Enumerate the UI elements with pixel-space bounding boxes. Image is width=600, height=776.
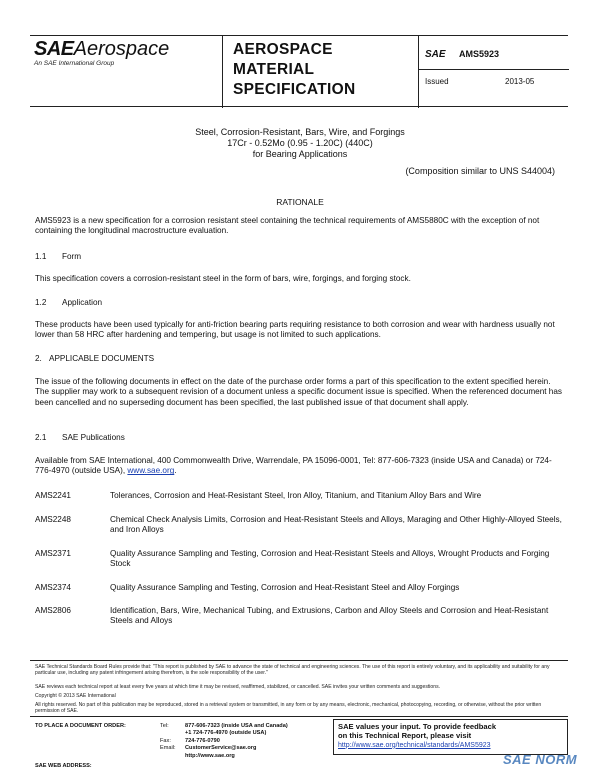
feedback-box: SAE values your input. To provide feedback on this Technical Report, please visit http://www.sae.org/technical/standards/AMS5923	[333, 719, 568, 755]
spec-header	[30, 35, 568, 107]
section-2-1-text: Available from SAE International, 400 Commonwealth Drive, Warrendale, PA 15096-0001, Tel: 877-606-7323 (inside USA and Canada) or 724-776-4970 (outside USA), www.sae.org.	[35, 456, 552, 476]
subject-line-2: 17Cr - 0.52Mo (0.95 - 1.20C) (440C)	[227, 138, 373, 148]
doc-code: AMS2371	[35, 549, 71, 558]
watermark-logo: SAE NORM	[503, 752, 578, 767]
doc-title: Quality Assurance Sampling and Testing, Corrosion and Heat-Resistant Steels and Alloys, Wrought Products and Forging Stock	[110, 549, 550, 569]
sae-aerospace-logo: SAEAerospace	[34, 38, 170, 60]
sae-website-link[interactable]: www.sae.org	[127, 466, 175, 476]
issued-label: Issued	[425, 77, 449, 86]
footer-divider	[30, 660, 568, 661]
issued-date: 2013-05	[505, 77, 535, 86]
rationale-text: AMS5923 is a new specification for a corrosion resistant steel containing the technical requirements of AMS5880C with the exception of not containing the longitudinal macrostructure evaluation.	[35, 216, 540, 236]
email-link[interactable]: CustomerService@sae.org	[185, 745, 257, 752]
section-2-1-heading: 2.1 SAE Publications	[35, 433, 125, 442]
doc-title: Tolerances, Corrosion and Heat-Resistant Steel, Iron Alloy, Titanium, and Titanium Alloy Bars and Wire	[110, 491, 482, 500]
composition-note: (Composition similar to UNS S44004)	[405, 166, 555, 176]
web-label: SAE WEB ADDRESS:	[35, 763, 92, 769]
doc-code: AMS2806	[35, 606, 71, 615]
section-1-2-heading: 1.2 Application	[35, 298, 103, 307]
rationale-heading: RATIONALE	[276, 197, 324, 207]
section-2-text: The issue of the following documents in effect on the date of the purchase order forms a part of this specification to the extent specified herein. The supplier may work to a subsequent revision of a document unless a specific document issue is specified. When the referenced document has been cancelled and no superseding document has been specified, the last published issue of that document shall apply.	[35, 377, 563, 407]
logo-block	[30, 36, 220, 108]
doc-code: AMS2248	[35, 515, 71, 524]
doc-title: Quality Assurance Sampling and Testing, Corrosion and Heat-Resistant Steel and Alloy Forgings	[110, 583, 460, 592]
subject-line-3: for Bearing Applications	[252, 149, 348, 159]
logo-subtitle: An SAE International Group	[34, 60, 115, 67]
subject-line-1: Steel, Corrosion-Resistant, Bars, Wire, and Forgings	[195, 127, 405, 137]
section-1-1-heading: 1.1 Form	[35, 252, 82, 261]
footer-divider-2	[30, 716, 568, 717]
spec-id: AMS5923	[459, 49, 500, 59]
sae-mark: SAE	[425, 49, 446, 60]
section-1-1-text: This specification covers a corrosion-resistant steel in the form of bars, wire, forgings, and forging stock.	[35, 274, 411, 283]
contact-labels: Tel: Fax: Email:	[160, 723, 176, 752]
doc-code: AMS2374	[35, 583, 71, 592]
doc-title: Chemical Check Analysis Limits, Corrosion and Heat-Resistant Steels and Alloys, Maraging and Other Highly-Alloyed Steels, and Iron Alloys	[110, 515, 562, 535]
spec-number-block	[418, 36, 568, 108]
feedback-link[interactable]: http://www.sae.org/technical/standards/AMS5923	[338, 741, 491, 749]
policy-text: SAE Technical Standards Board Rules provide that: "This report is published by SAE to advance the state of technical and engineering sciences. The use of this report is entirely voluntary, and its applicability and suitability for any particular use, including any patent infringement arising therefrom, is the sole responsibility of the user."	[35, 664, 550, 677]
review-text: SAE reviews each technical report at least every five years at which time it may be revised, reaffirmed, stabilized, or cancelled. SAE invites your written comments and suggestions.	[35, 684, 441, 690]
copyright-text: Copyright © 2013 SAE International	[35, 693, 116, 699]
rights-text: All rights reserved. No part of this publication may be reproduced, stored in a retrieval system or transmitted, in any form or by any means, electronic, mechanical, photocopying, recording, or otherwise, without the prior written permission of SAE.	[35, 702, 542, 715]
doc-title: Identification, Bars, Wire, Mechanical Tubing, and Extrusions, Carbon and Alloy Steels and Corrosion and Heat-Resistant Steels and Alloys	[110, 606, 549, 626]
doc-code: AMS2241	[35, 491, 71, 500]
contact-values: 877-606-7323 (inside USA and Canada) +1 724-776-4970 (outside USA) 724-776-0790 CustomerService@sae.org http://www.sae.org	[185, 723, 288, 760]
web-address-link[interactable]: http://www.sae.org	[185, 753, 235, 760]
order-label: TO PLACE A DOCUMENT ORDER:	[35, 723, 126, 729]
section-2-heading: 2. APPLICABLE DOCUMENTS	[35, 354, 155, 363]
document-type-title: AEROSPACE MATERIAL SPECIFICATION	[222, 36, 418, 108]
section-1-2-text: These products have been used typically for anti-friction bearing parts requiring resistance to both corrosion and wear with hardness usually not lower than 58 HRC after hardening and tempering, but usage is not limited to such applications.	[35, 320, 555, 340]
